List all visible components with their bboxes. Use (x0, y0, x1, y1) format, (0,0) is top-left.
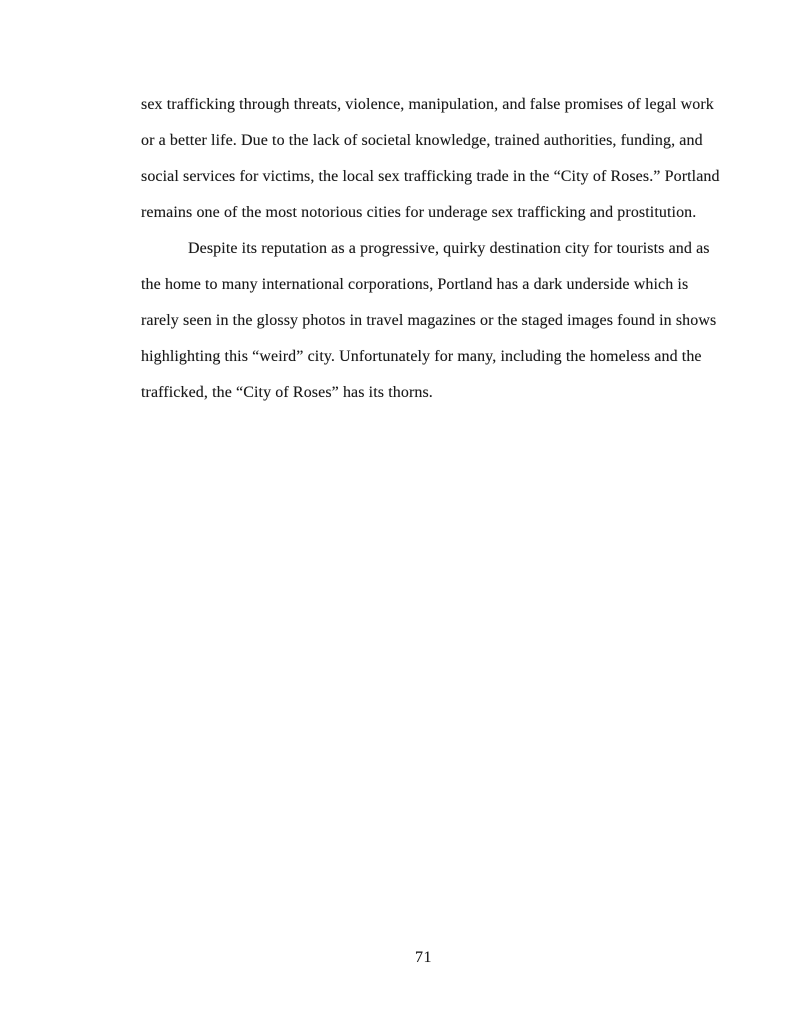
body-text (141, 87, 720, 411)
text-line: or a better life. Due to the lack of societal knowledge, trained authorities, funding, and (141, 132, 703, 149)
text-line: rarely seen in the glossy photos in travel magazines or the staged images found in shows (141, 312, 717, 329)
text-line: highlighting this “weird” city. Unfortunately for many, including the homeless and the (141, 348, 702, 365)
text-line: the home to many international corporations, Portland has a dark underside which is (141, 276, 689, 293)
text-line: remains one of the most notorious cities for underage sex trafficking and prostitution. (141, 204, 697, 221)
text-line: sex trafficking through threats, violence, manipulation, and false promises of legal work (141, 96, 714, 113)
text-line-paragraph-start: Despite its reputation as a progressive, quirky destination city for tourists and as (188, 240, 710, 257)
text-line: social services for victims, the local sex trafficking trade in the “City of Roses.” Portland (141, 168, 720, 185)
text-line: trafficked, the “City of Roses” has its thorns. (141, 384, 433, 401)
page-number: 71 (415, 949, 432, 966)
